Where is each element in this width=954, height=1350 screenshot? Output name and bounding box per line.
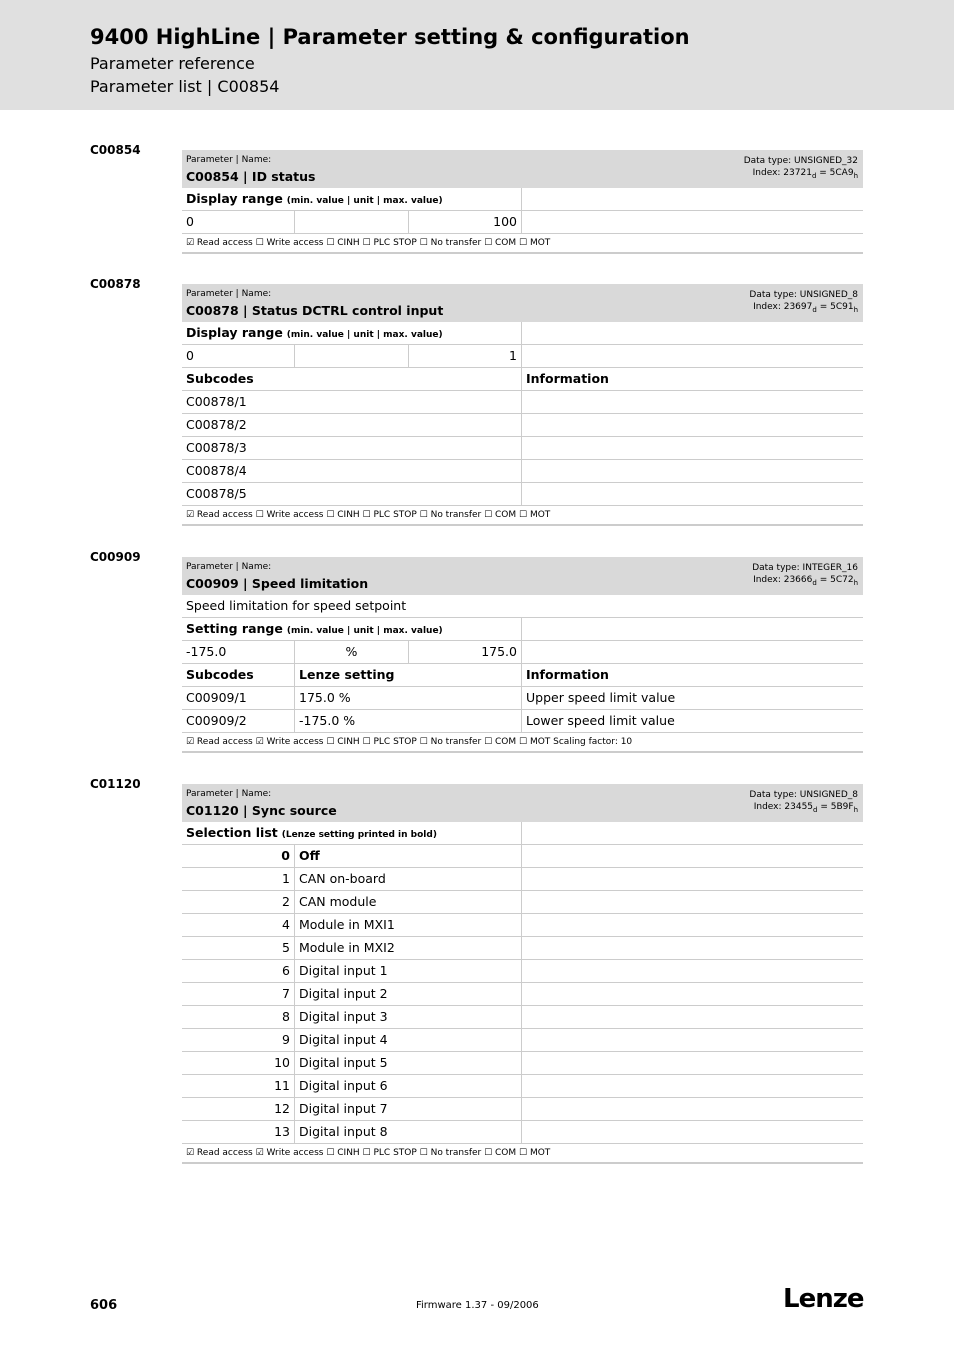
page-title: 9400 HighLine | Parameter setting & configuration	[90, 25, 690, 49]
selection-label: Digital input 3	[295, 1006, 522, 1028]
index-info: Index: $23721_d = 5CA9_h$	[752, 168, 858, 180]
range-hint: (min. value | unit | max. value)	[286, 196, 443, 206]
param-table-c00854	[182, 150, 863, 254]
lenze-setting: -175.0 %	[295, 710, 522, 732]
subcode: C00909/2	[182, 710, 295, 732]
lenze-setting-label: Lenze setting	[295, 664, 522, 686]
table-row	[182, 460, 863, 483]
selection-label: Digital input 2	[295, 983, 522, 1005]
data-type-info	[749, 789, 858, 816]
range-label: Setting range	[186, 621, 283, 636]
param-title: C01120 | Sync source	[186, 803, 337, 818]
list-item	[182, 1052, 863, 1075]
param-code-c00854: C00854	[90, 143, 141, 157]
param-title: C00909 | Speed limitation	[186, 576, 369, 591]
selection-label: CAN module	[295, 891, 522, 913]
setting-range-values	[182, 641, 863, 664]
range-hint: (min. value | unit | max. value)	[286, 330, 443, 340]
selection-value: 7	[182, 983, 295, 1005]
subcodes-header	[182, 664, 863, 687]
range-unit	[295, 211, 409, 233]
selection-label: Digital input 4	[295, 1029, 522, 1051]
param-table-c01120	[182, 784, 863, 1164]
param-name-row	[182, 557, 863, 595]
list-item	[182, 1121, 863, 1144]
param-code-c01120: C01120	[90, 777, 141, 791]
selection-label: Off	[295, 845, 522, 867]
list-item	[182, 845, 863, 868]
data-type: Data type: UNSIGNED_8	[749, 290, 858, 300]
range-max: 175.0	[409, 641, 522, 663]
range-min: -175.0	[182, 641, 295, 663]
subcode: C00878/1	[182, 391, 522, 413]
range-label: Display range	[186, 191, 283, 206]
list-item	[182, 868, 863, 891]
data-type: Data type: UNSIGNED_8	[749, 790, 858, 800]
param-name-label: Parameter | Name:	[186, 289, 272, 299]
page-number: 606	[90, 1298, 118, 1313]
range-label: Display range	[186, 325, 283, 340]
selection-label: CAN on-board	[295, 868, 522, 890]
param-name-row	[182, 284, 863, 322]
selection-value: 1	[182, 868, 295, 890]
selection-label: Digital input 7	[295, 1098, 522, 1120]
param-name-label: Parameter | Name:	[186, 562, 272, 572]
param-code-c00878: C00878	[90, 277, 141, 291]
range-hint: (min. value | unit | max. value)	[286, 626, 443, 636]
list-item	[182, 983, 863, 1006]
param-table-c00878	[182, 284, 863, 526]
subcode: C00878/4	[182, 460, 522, 482]
data-type: Data type: UNSIGNED_32	[743, 156, 858, 166]
selection-label: Digital input 5	[295, 1052, 522, 1074]
param-name-label: Parameter | Name:	[186, 789, 272, 799]
param-name-row	[182, 784, 863, 822]
data-type: Data type: INTEGER_16	[752, 563, 858, 573]
selection-value: 5	[182, 937, 295, 959]
selection-value: 10	[182, 1052, 295, 1074]
selection-list-header	[182, 822, 863, 845]
param-title: C00878 | Status DCTRL control input	[186, 303, 444, 318]
subcodes-header	[182, 368, 863, 391]
display-range-values	[182, 345, 863, 368]
range-min: 0	[182, 211, 295, 233]
list-item	[182, 914, 863, 937]
subcode-info: Upper speed limit value	[526, 690, 676, 705]
range-max: 1	[409, 345, 522, 367]
subcodes-label: Subcodes	[182, 664, 295, 686]
list-item	[182, 1075, 863, 1098]
selection-label: Digital input 1	[295, 960, 522, 982]
data-type-info	[744, 155, 858, 182]
access-flags: ☑ Read access ☐ Write access ☐ CINH ☐ PLC STOP ☐ No transfer ☐ COM ☐ MOT	[182, 234, 863, 254]
subcode: C00878/3	[182, 437, 522, 459]
page-subtitle-section: Parameter reference	[90, 54, 255, 73]
list-item	[182, 937, 863, 960]
param-name-label: Parameter | Name:	[186, 155, 272, 165]
subcode: C00909/1	[182, 687, 295, 709]
range-min: 0	[182, 345, 295, 367]
range-max: 100	[409, 211, 522, 233]
param-name-row	[182, 150, 863, 188]
param-table-c00909	[182, 557, 863, 753]
data-type-info	[752, 562, 858, 589]
access-flags: ☑ Read access ☑ Write access ☐ CINH ☐ PLC STOP ☐ No transfer ☐ COM ☐ MOT	[182, 1144, 863, 1164]
subcode-info: Lower speed limit value	[526, 713, 675, 728]
firmware-info: Firmware 1.37 - 09/2006	[416, 1300, 539, 1311]
selection-value: 11	[182, 1075, 295, 1097]
selection-label: Module in MXI1	[295, 914, 522, 936]
display-range-header	[182, 188, 863, 211]
display-range-values	[182, 211, 863, 234]
list-item	[182, 1006, 863, 1029]
selection-value: 9	[182, 1029, 295, 1051]
setting-range-header	[182, 618, 863, 641]
selection-label: Selection list	[186, 825, 278, 840]
table-row	[182, 414, 863, 437]
index-info: Index: $23455_d = 5B9F_h$	[753, 802, 858, 814]
param-code-c00909: C00909	[90, 550, 141, 564]
selection-value: 8	[182, 1006, 295, 1028]
access-flags: ☑ Read access ☑ Write access ☐ CINH ☐ PLC STOP ☐ No transfer ☐ COM ☐ MOT Scaling factor: 10	[182, 733, 863, 753]
selection-list	[182, 845, 863, 1144]
list-item	[182, 1029, 863, 1052]
subcode: C00878/2	[182, 414, 522, 436]
selection-value: 4	[182, 914, 295, 936]
data-type-info	[749, 289, 858, 316]
param-title: C00854 | ID status	[186, 169, 316, 184]
lenze-setting: 175.0 %	[295, 687, 522, 709]
selection-hint: (Lenze setting printed in bold)	[281, 830, 437, 840]
list-item	[182, 960, 863, 983]
index-info: Index: $23666_d = 5C72_h$	[753, 575, 858, 587]
selection-value: 6	[182, 960, 295, 982]
selection-label: Module in MXI2	[295, 937, 522, 959]
selection-label: Digital input 6	[295, 1075, 522, 1097]
subcodes-label: Subcodes	[182, 368, 522, 390]
param-description: Speed limitation for speed setpoint	[186, 598, 407, 613]
selection-label: Digital input 8	[295, 1121, 522, 1143]
selection-value: 0	[182, 845, 295, 867]
selection-value: 2	[182, 891, 295, 913]
display-range-header	[182, 322, 863, 345]
table-row	[182, 483, 863, 506]
information-label: Information	[526, 371, 609, 386]
information-label: Information	[526, 667, 609, 682]
index-info: Index: $23697_d = 5C91_h$	[753, 302, 858, 314]
subcode: C00878/5	[182, 483, 522, 505]
description-row	[182, 595, 863, 618]
table-row	[182, 391, 863, 414]
range-unit	[295, 345, 409, 367]
table-row	[182, 687, 863, 710]
access-flags: ☑ Read access ☐ Write access ☐ CINH ☐ PLC STOP ☐ No transfer ☐ COM ☐ MOT	[182, 506, 863, 526]
selection-value: 12	[182, 1098, 295, 1120]
selection-value: 13	[182, 1121, 295, 1143]
list-item	[182, 1098, 863, 1121]
lenze-logo: Lenze	[783, 1284, 864, 1314]
list-item	[182, 891, 863, 914]
table-row	[182, 710, 863, 733]
page-subtitle-list: Parameter list | C00854	[90, 77, 280, 96]
page-header	[0, 0, 954, 110]
range-unit: %	[295, 641, 409, 663]
table-row	[182, 437, 863, 460]
